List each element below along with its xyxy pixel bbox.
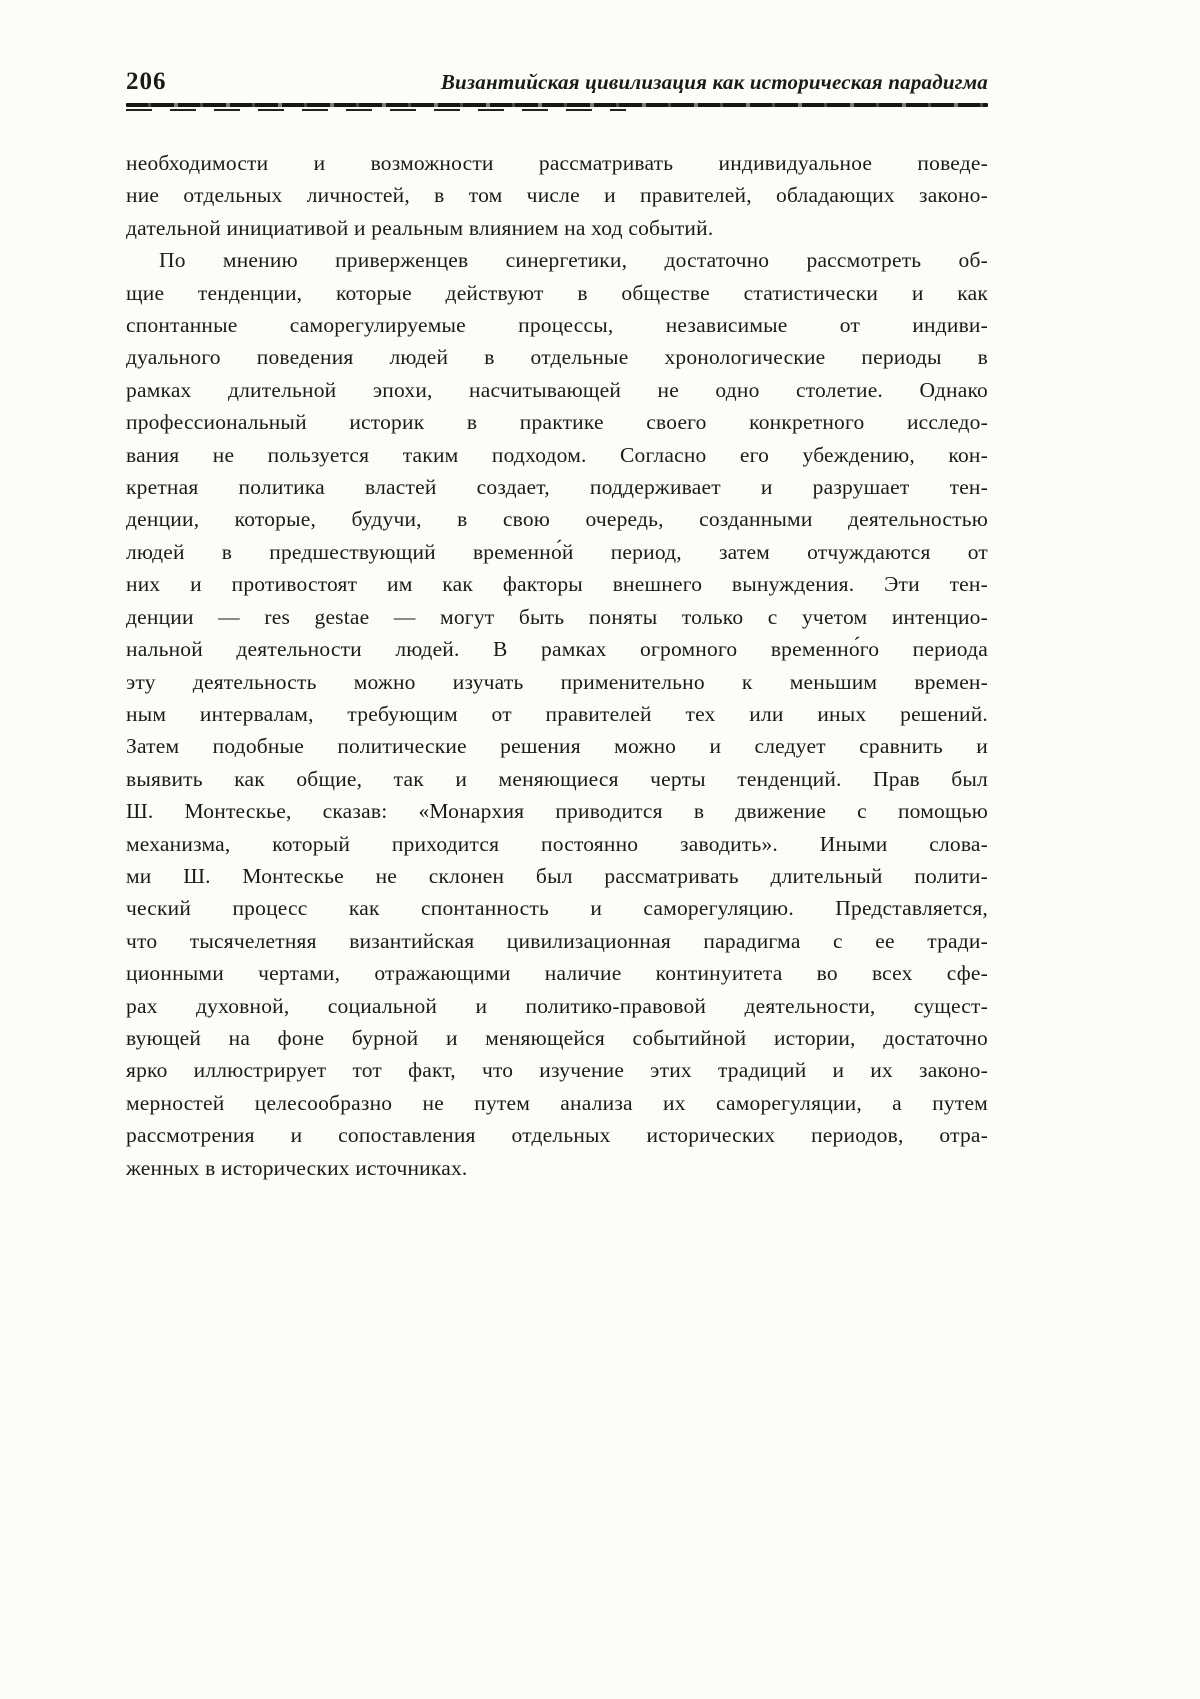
text-line: что тысячелетняя византийская цивилизационная парадигма с ее тради- [126, 928, 988, 953]
text-line: рамках длительной эпохи, насчитывающей не одно столетие. Однако [126, 377, 988, 402]
text-line: необходимости и возможности рассматривать индивидуальное поведе- [126, 151, 988, 175]
running-title: Византийская цивилизация как историческая парадигма [440, 70, 988, 94]
text-block [126, 147, 988, 1184]
text-line: выявить как общие, так и меняющиеся черты тенденций. Прав был [126, 766, 988, 791]
header-rule [126, 103, 988, 111]
text-line: профессиональный историк в практике своего конкретного исследо- [126, 410, 988, 435]
text-line: кретная политика властей создает, поддерживает и разрушает тен- [126, 475, 988, 500]
text-line: ным интервалам, требующим от правителей тех или иных решений. [126, 701, 988, 726]
text-line: спонтанные саморегулируемые процессы, независимые от индиви- [126, 313, 988, 338]
text-line: ярко иллюстрирует тот факт, что изучение этих традиций и их законо- [126, 1058, 988, 1083]
text-line: щие тенденции, которые действуют в обществе статистически и как [126, 280, 988, 305]
text-line: ние отдельных личностей, в том числе и правителей, обладающих законо- [126, 183, 988, 208]
text-line: вания не пользуется таким подходом. Согласно его убеждению, кон- [126, 442, 988, 467]
page-header [126, 68, 988, 111]
text-line: них и противостоят им как факторы внешнего вынуждения. Эти тен- [126, 572, 988, 597]
header-rule-thick-line [126, 103, 988, 107]
text-line: Затем подобные политические решения можно и следует сравнить и [126, 734, 988, 759]
text-line: рах духовной, социальной и политико-правовой деятельности, сущест- [126, 993, 988, 1018]
text-line: денции, которые, будучи, в свою очередь, созданными деятельностью [126, 507, 988, 532]
header-row [126, 68, 988, 96]
text-line: женных в исторических источниках. [126, 1155, 468, 1180]
text-line: людей в предшествующий временно́й период, затем отчуждаются от [126, 539, 988, 564]
text-line: ческий процесс как спонтанность и саморегуляцию. Представляется, [126, 896, 988, 921]
text-line: ми Ш. Монтескье не склонен был рассматривать длительный полити- [126, 863, 988, 888]
text-line: механизма, который приходится постоянно заводить». Иными слова- [126, 831, 988, 856]
text-line: Ш. Монтескье, сказав: «Монархия приводится в движение с помощью [126, 799, 988, 824]
text-line: ционными чертами, отражающими наличие континуитета во всех сфе- [126, 961, 988, 986]
paragraph [126, 147, 988, 244]
page-number: 206 [126, 68, 167, 95]
text-line: нальной деятельности людей. В рамках огромного временно́го периода [126, 637, 988, 662]
text-line: вующей на фоне бурной и меняющейся событийной истории, достаточно [126, 1025, 988, 1050]
text-line: дуального поведения людей в отдельные хронологические периоды в [126, 345, 988, 370]
text-line: эту деятельность можно изучать применительно к меньшим времен- [126, 669, 988, 694]
text-line: По мнению приверженцев синергетики, достаточно рассмотреть об- [159, 248, 988, 273]
paragraph [126, 244, 988, 1184]
header-rule-thin-line [126, 109, 626, 111]
text-line: мерностей целесообразно не путем анализа их саморегуляции, а путем [126, 1090, 988, 1115]
text-line: рассмотрения и сопоставления отдельных исторических периодов, отра- [126, 1123, 988, 1148]
text-line: денции — res gestae — могут быть поняты только с учетом интенцио- [126, 604, 988, 629]
text-line: дательной инициативой и реальным влиянием на ход событий. [126, 215, 714, 240]
